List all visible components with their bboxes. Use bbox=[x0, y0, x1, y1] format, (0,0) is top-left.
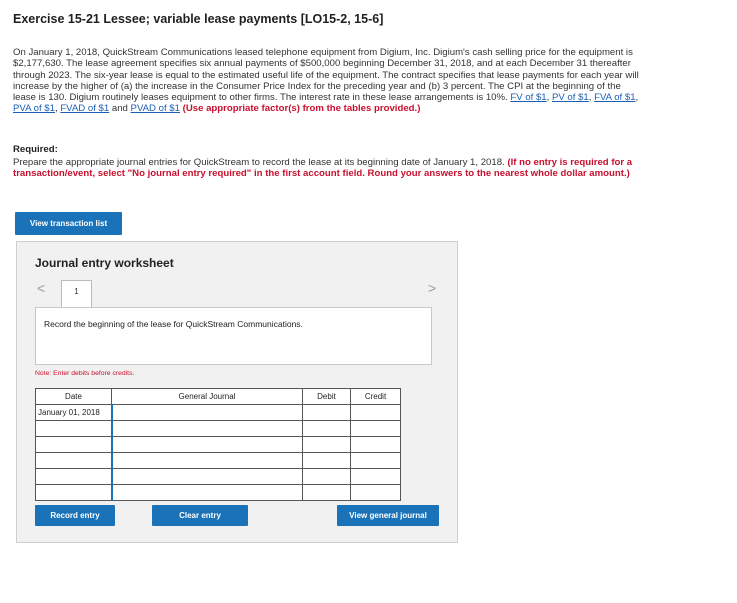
column-credit: Credit bbox=[351, 389, 401, 405]
date-cell bbox=[36, 485, 112, 501]
table-row bbox=[36, 485, 401, 501]
view-transaction-list-button[interactable]: View transaction list bbox=[15, 212, 122, 235]
link-pv-of-1[interactable]: PV of $1 bbox=[551, 92, 589, 104]
debit-input[interactable] bbox=[303, 469, 351, 485]
problem-text: On January 1, 2018, QuickStream Communications leased telephone equipment from Digium, Inc. Digium's cash selling price for the equipment is $2,177,630. The lease agreement specifies six annual payments of $500,000 beginning December 31, 2018, and at each December 31 thereafter through 2023. The six-year lease is equal to the estimated useful life of the equipment. The contract specifies that lease payments for each year will increase by the higher of (a) the increase in the Consumer Price Index for the preceding year and (b) 3 percent. The CPI at the beginning of the lease is 130. Digium routinely leases equipment to other firms. The interest rate in these lease arrangements is 10%. bbox=[13, 47, 639, 104]
record-entry-button[interactable]: Record entry bbox=[35, 505, 115, 526]
chevron-left-icon[interactable]: < bbox=[37, 280, 46, 296]
exercise-title: Exercise 15-21 Lessee; variable lease payments [LO15-2, 15-6] bbox=[13, 12, 384, 26]
chevron-right-icon[interactable]: > bbox=[428, 280, 437, 296]
worksheet-title: Journal entry worksheet bbox=[35, 256, 174, 270]
account-field[interactable] bbox=[112, 485, 303, 501]
account-field[interactable] bbox=[112, 421, 303, 437]
link-fvad-of-1[interactable]: FVAD of $1 bbox=[60, 103, 110, 115]
credit-input[interactable] bbox=[351, 421, 401, 437]
link-pva-of-1[interactable]: PVA of $1 bbox=[13, 103, 55, 115]
date-cell bbox=[36, 437, 112, 453]
link-pvad-of-1[interactable]: PVAD of $1 bbox=[130, 103, 180, 115]
view-general-journal-button[interactable]: View general journal bbox=[337, 505, 439, 526]
problem-statement: On January 1, 2018, QuickStream Communications leased telephone equipment from Digium, Inc. Digium's cash selling price for the equipment is $2,177,630. The lease agreement specifies six annual payments of $500,000 beginning December 31, 2018, and at each December 31 thereafter through 2023. The six-year lease is equal to the estimated useful life of the equipment. The contract specifies that lease payments for each year will increase by the higher of (a) the increase in the Consumer Price Index for the preceding year and (b) 3 percent. The CPI at the beginning of the lease is 130. Digium routinely leases equipment to other firms. The interest rate in these lease arrangements is 10%. FV of $1, PV of $1, FVA of $1, PVA of $1, FVAD of $1 and PVAD of $1 (Use appropriate factor(s) from the tables provided.) bbox=[13, 47, 639, 115]
debit-input[interactable] bbox=[303, 453, 351, 469]
debit-input[interactable] bbox=[303, 485, 351, 501]
table-row bbox=[36, 453, 401, 469]
worksheet-page-tab[interactable]: 1 bbox=[61, 280, 92, 308]
credit-input[interactable] bbox=[351, 453, 401, 469]
credit-input[interactable] bbox=[351, 485, 401, 501]
clear-entry-button[interactable]: Clear entry bbox=[152, 505, 248, 526]
journal-table bbox=[35, 388, 401, 501]
credit-input[interactable] bbox=[351, 405, 401, 421]
link-fv-of-1[interactable]: FV of $1 bbox=[510, 92, 547, 104]
debit-input[interactable] bbox=[303, 421, 351, 437]
required-heading: Required: bbox=[13, 144, 58, 155]
debit-input[interactable] bbox=[303, 405, 351, 421]
date-cell bbox=[36, 453, 112, 469]
column-date: Date bbox=[36, 389, 112, 405]
required-instruction: (If no entry is required for a transaction/event, select "No journal entry required" in the first account field. Round your answers to the nearest whole dollar amount.) bbox=[13, 157, 633, 180]
required-text: Prepare the appropriate journal entries for QuickStream to record the lease at its beginning date of January 1, 2018. bbox=[13, 157, 505, 168]
table-row bbox=[36, 405, 401, 421]
factor-instruction: (Use appropriate factor(s) from the tables provided.) bbox=[182, 103, 421, 115]
account-field[interactable] bbox=[112, 405, 303, 421]
entry-description: Record the beginning of the lease for QuickStream Communications. bbox=[35, 307, 432, 365]
debit-credit-note: Note: Enter debits before credits. bbox=[35, 370, 135, 377]
debit-input[interactable] bbox=[303, 437, 351, 453]
link-fva-of-1[interactable]: FVA of $1 bbox=[594, 92, 636, 104]
table-row bbox=[36, 469, 401, 485]
date-cell bbox=[36, 469, 112, 485]
date-cell bbox=[36, 421, 112, 437]
date-cell: January 01, 2018 bbox=[36, 405, 112, 421]
credit-input[interactable] bbox=[351, 437, 401, 453]
required-statement bbox=[13, 157, 643, 180]
column-debit: Debit bbox=[303, 389, 351, 405]
column-general-journal: General Journal bbox=[112, 389, 303, 405]
table-row bbox=[36, 437, 401, 453]
account-field[interactable] bbox=[112, 453, 303, 469]
table-row bbox=[36, 421, 401, 437]
account-field[interactable] bbox=[112, 469, 303, 485]
account-field[interactable] bbox=[112, 437, 303, 453]
credit-input[interactable] bbox=[351, 469, 401, 485]
journal-entry-worksheet bbox=[16, 241, 458, 543]
